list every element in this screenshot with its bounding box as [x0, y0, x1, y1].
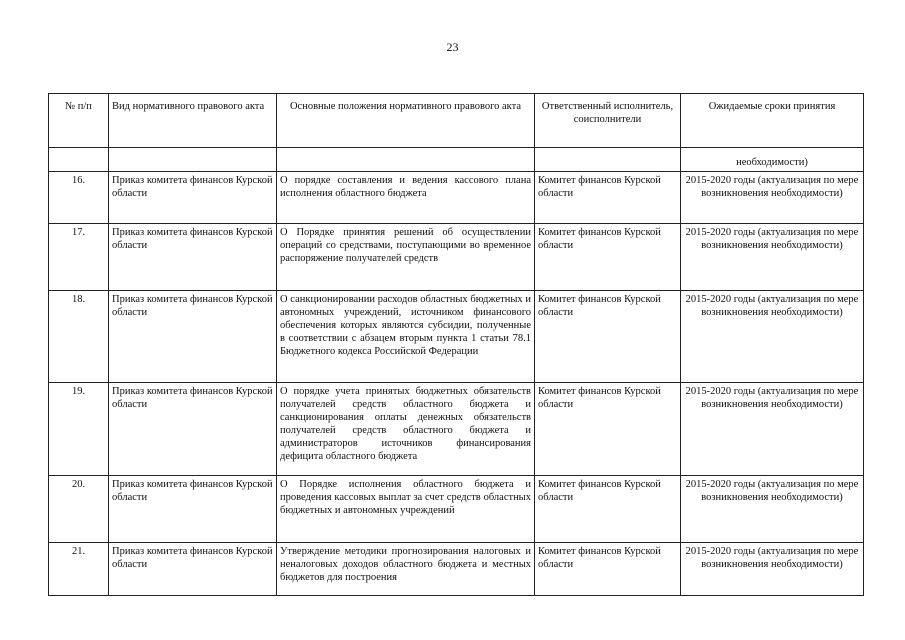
row-type: Приказ комитета финансов Курской области [109, 224, 277, 291]
table-row [49, 383, 864, 476]
page-number: 23 [446, 40, 459, 54]
row-provisions: О санкционировании расходов областных бюджетных и автономных учреждений, источником финансового обеспечения которых являются субсидии, полученные в соответствии с абзацем вторым пункта 1 статьи 78.1 Бюджетного кодекса Российской Федерации [277, 291, 535, 383]
header-provisions: Основные положения нормативного правового акта [277, 94, 535, 148]
row-responsible: Комитет финансов Курской области [535, 172, 681, 224]
continuation-row [49, 148, 864, 172]
row-type: Приказ комитета финансов Курской области [109, 291, 277, 383]
row-num: 20. [49, 476, 109, 543]
row-deadline: 2015-2020 годы (актуализация по мере возникновения необходимости) [681, 291, 864, 383]
row-responsible: Комитет финансов Курской области [535, 224, 681, 291]
table-row [49, 172, 864, 224]
row-num: 17. [49, 224, 109, 291]
continuation-deadline: необходимости) [681, 148, 864, 172]
table-row [49, 476, 864, 543]
table-row [49, 224, 864, 291]
row-type: Приказ комитета финансов Курской области [109, 383, 277, 476]
row-num: 21. [49, 543, 109, 596]
row-num: 19. [49, 383, 109, 476]
row-deadline: 2015-2020 годы (актуализация по мере возникновения необходимости) [681, 383, 864, 476]
row-num: 18. [49, 291, 109, 383]
continuation-provisions [277, 148, 535, 172]
table-row [49, 291, 864, 383]
continuation-num [49, 148, 109, 172]
row-responsible: Комитет финансов Курской области [535, 543, 681, 596]
row-deadline: 2015-2020 годы (актуализация по мере возникновения необходимости) [681, 224, 864, 291]
legal-acts-table [48, 93, 864, 596]
header-num: № п/п [49, 94, 109, 148]
table-header-row [49, 94, 864, 148]
table-row [49, 543, 864, 596]
continuation-type [109, 148, 277, 172]
row-deadline: 2015-2020 годы (актуализация по мере возникновения необходимости) [681, 172, 864, 224]
row-provisions: О порядке составления и ведения кассового плана исполнения областного бюджета [277, 172, 535, 224]
row-responsible: Комитет финансов Курской области [535, 291, 681, 383]
header-type: Вид нормативного правового акта [109, 94, 277, 148]
row-type: Приказ комитета финансов Курской области [109, 476, 277, 543]
continuation-responsible [535, 148, 681, 172]
header-deadline: Ожидаемые сроки принятия [681, 94, 864, 148]
row-type: Приказ комитета финансов Курской области [109, 172, 277, 224]
row-responsible: Комитет финансов Курской области [535, 476, 681, 543]
row-type: Приказ комитета финансов Курской области [109, 543, 277, 596]
row-deadline: 2015-2020 годы (актуализация по мере возникновения необходимости) [681, 543, 864, 596]
header-responsible: Ответственный исполнитель, соисполнители [535, 94, 681, 148]
row-deadline: 2015-2020 годы (актуализация по мере возникновения необходимости) [681, 476, 864, 543]
row-num: 16. [49, 172, 109, 224]
row-responsible: Комитет финансов Курской области [535, 383, 681, 476]
row-provisions: О Порядке исполнения областного бюджета и проведения кассовых выплат за счет средств областных бюджетных и автономных учреждений [277, 476, 535, 543]
row-provisions: Утверждение методики прогнозирования налоговых и неналоговых доходов областного бюджета и местных бюджетов для построения [277, 543, 535, 596]
row-provisions: О порядке учета принятых бюджетных обязательств получателей средств областного бюджета и санкционирования оплаты денежных обязательств получателей средств областного бюджета и администраторов источников финансирования дефицита областного бюджета [277, 383, 535, 476]
row-provisions: О Порядке принятия решений об осуществлении операций со средствами, поступающими во временное распоряжение получателей средств [277, 224, 535, 291]
